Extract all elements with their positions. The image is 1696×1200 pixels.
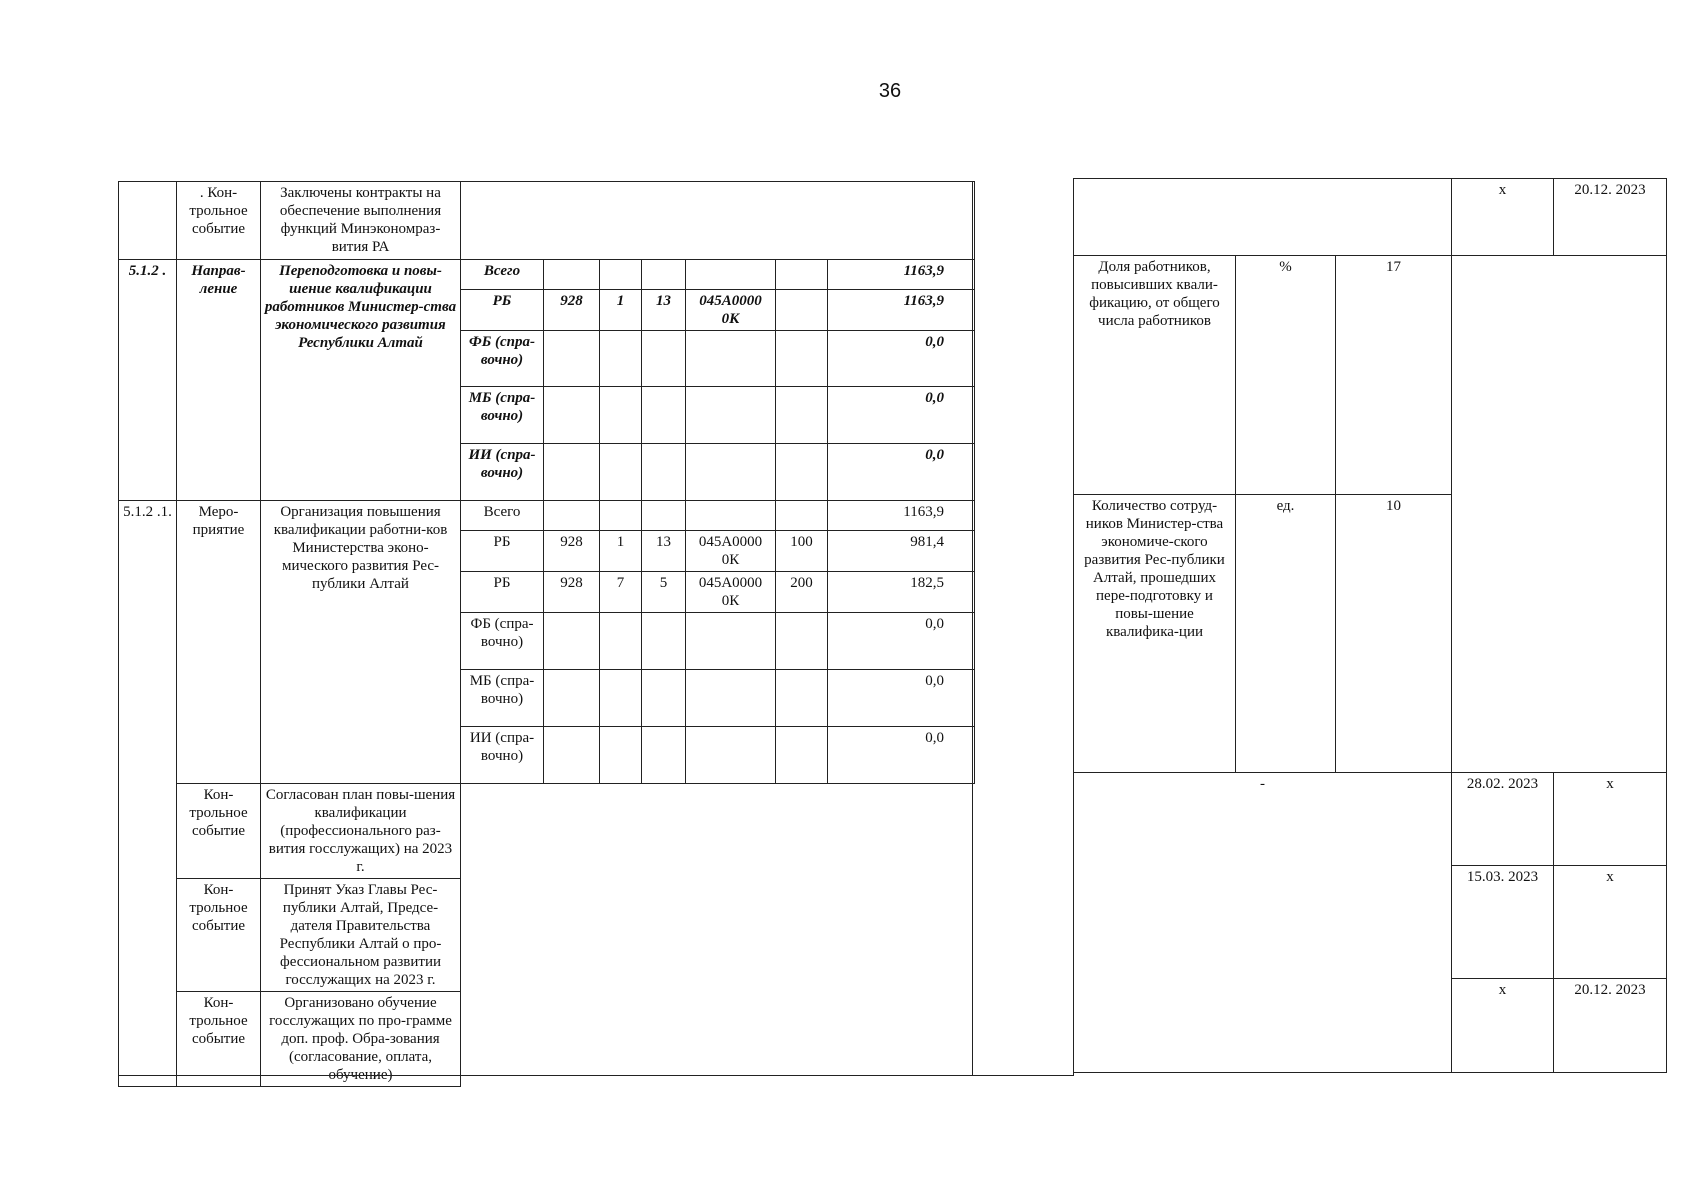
- vr-code: [776, 260, 828, 290]
- actual-date: 20.12. 2023: [1554, 179, 1667, 256]
- rz-code: [600, 670, 642, 727]
- right-control-event-row-2: [1074, 773, 1667, 866]
- funding-source: ФБ (спра-вочно): [461, 331, 544, 387]
- funding-source: РБ: [461, 290, 544, 331]
- funding-source: ИИ (спра-вочно): [461, 727, 544, 784]
- control-event-row-1: [119, 182, 975, 260]
- gr-code: 928: [544, 531, 600, 572]
- rz-code: [600, 444, 642, 501]
- row-name: Заключены контракты на обеспечение выполнения функций Минэкономраз-вития РА: [261, 182, 461, 260]
- rz-code: [600, 613, 642, 670]
- funding-source: ФБ (спра-вочно): [461, 613, 544, 670]
- funding-source: МБ (спра-вочно): [461, 670, 544, 727]
- vr-code: 100: [776, 531, 828, 572]
- amount: 0,0: [828, 727, 975, 784]
- amount: 0,0: [828, 444, 975, 501]
- cs-code: [686, 613, 776, 670]
- planned-date: x: [1452, 179, 1554, 256]
- rz-code: 1: [600, 290, 642, 331]
- page-number: 36: [878, 80, 902, 102]
- vr-code: [776, 331, 828, 387]
- pr-code: [642, 613, 686, 670]
- amount: 182,5: [828, 572, 975, 613]
- amount: 0,0: [828, 670, 975, 727]
- middle-empty-column: [972, 181, 1074, 1076]
- gr-code: [544, 387, 600, 444]
- cs-code: [686, 670, 776, 727]
- left-table: [118, 181, 975, 1087]
- pr-code: 5: [642, 572, 686, 613]
- planned-date: 28.02. 2023: [1452, 773, 1554, 866]
- vr-code: 200: [776, 572, 828, 613]
- cs-code: 045А0000 0К: [686, 572, 776, 613]
- row-name: Согласован план повы-шения квалификации (профессионального раз-вития госслужащих) на 2023 г.: [261, 784, 461, 879]
- pr-code: [642, 670, 686, 727]
- rz-code: [600, 727, 642, 784]
- gr-code: [544, 727, 600, 784]
- control-event-row-2: [119, 784, 975, 879]
- amount: 1163,9: [828, 260, 975, 290]
- row-number: 5.1.2 .1.: [119, 501, 177, 1087]
- gr-code: [544, 670, 600, 727]
- result-cell: [1074, 179, 1452, 256]
- pr-code: 13: [642, 531, 686, 572]
- funding-source: ИИ (спра-вочно): [461, 444, 544, 501]
- gr-code: [544, 501, 600, 531]
- row-number: [119, 182, 177, 260]
- right-table: [1073, 178, 1667, 1073]
- row-name: Организация повышения квалификации работни-ков Министерства эконо-мического развития Рес-публики Алтай: [261, 501, 461, 784]
- pr-code: [642, 331, 686, 387]
- rz-code: [600, 260, 642, 290]
- actual-date: x: [1554, 866, 1667, 979]
- funding-source: Всего: [461, 260, 544, 290]
- indicator-unit: ед.: [1236, 495, 1336, 773]
- funding-source: РБ: [461, 531, 544, 572]
- pr-code: 13: [642, 290, 686, 331]
- rz-code: 7: [600, 572, 642, 613]
- cs-code: [686, 444, 776, 501]
- vr-code: [776, 444, 828, 501]
- pr-code: [642, 501, 686, 531]
- pr-code: [642, 444, 686, 501]
- row-type: Меро-приятие: [177, 501, 261, 784]
- gr-code: [544, 260, 600, 290]
- vr-code: [776, 613, 828, 670]
- row-type: . Кон-трольное событие: [177, 182, 261, 260]
- pr-code: [642, 727, 686, 784]
- right-control-event-row-1: [1074, 179, 1667, 256]
- left-table-bottom-line: [118, 1075, 974, 1076]
- gr-code: 928: [544, 572, 600, 613]
- row-name: Организовано обучение госслужащих по про-грамме доп. проф. Обра-зования (согласование, оплата, обучение): [261, 992, 461, 1087]
- planned-date: 15.03. 2023: [1452, 866, 1554, 979]
- vr-code: [776, 290, 828, 331]
- cs-code: [686, 501, 776, 531]
- amount: 0,0: [828, 613, 975, 670]
- right-empty-cell: [1452, 256, 1667, 773]
- rz-code: [600, 501, 642, 531]
- indicator-name: Количество сотруд-ников Министер-ства экономиче-ского развития Рес-публики Алтай, прошедших пере-подготовку и повы-шение квалифика-ции: [1074, 495, 1236, 773]
- funding-source: Всего: [461, 501, 544, 531]
- actual-date: x: [1554, 773, 1667, 866]
- row-type: Направ-ление: [177, 260, 261, 501]
- row-empty-cell: [461, 784, 975, 1087]
- vr-code: [776, 727, 828, 784]
- vr-code: [776, 670, 828, 727]
- cs-code: 045А0000 0К: [686, 531, 776, 572]
- indicator-value: 10: [1336, 495, 1452, 773]
- cs-code: [686, 260, 776, 290]
- amount: 981,4: [828, 531, 975, 572]
- activity-row: [119, 501, 975, 531]
- funding-source: РБ: [461, 572, 544, 613]
- gr-code: 928: [544, 290, 600, 331]
- planned-date: x: [1452, 979, 1554, 1073]
- cs-code: 045А0000 0К: [686, 290, 776, 331]
- cs-code: [686, 727, 776, 784]
- row-number: 5.1.2 .: [119, 260, 177, 501]
- row-type: Кон-трольное событие: [177, 784, 261, 879]
- rz-code: 1: [600, 531, 642, 572]
- result-cell: -: [1074, 773, 1452, 1073]
- rz-code: [600, 387, 642, 444]
- amount: 1163,9: [828, 501, 975, 531]
- row-name: Переподготовка и повы-шение квалификации работников Министер-ства экономического развития Республики Алтай: [261, 260, 461, 501]
- gr-code: [544, 613, 600, 670]
- row-type: Кон-трольное событие: [177, 879, 261, 992]
- row-name: Принят Указ Главы Рес-публики Алтай, Предсе-дателя Правительства Республики Алтай о про-фессиональном развитии госслужащих на 2023 г.: [261, 879, 461, 992]
- indicator-value: 17: [1336, 256, 1452, 495]
- indicator-unit: %: [1236, 256, 1336, 495]
- gr-code: [544, 444, 600, 501]
- amount: 0,0: [828, 331, 975, 387]
- amount: 0,0: [828, 387, 975, 444]
- vr-code: [776, 501, 828, 531]
- vr-code: [776, 387, 828, 444]
- cs-code: [686, 387, 776, 444]
- right-direction-row: [1074, 256, 1667, 495]
- row-type: Кон-трольное событие: [177, 992, 261, 1087]
- pr-code: [642, 260, 686, 290]
- cs-code: [686, 331, 776, 387]
- rz-code: [600, 331, 642, 387]
- funding-source: МБ (спра-вочно): [461, 387, 544, 444]
- gr-code: [544, 331, 600, 387]
- row-empty-cell: [461, 182, 975, 260]
- indicator-name: Доля работников, повысивших квали-фикацию, от общего числа работников: [1074, 256, 1236, 495]
- direction-row: [119, 260, 975, 290]
- actual-date: 20.12. 2023: [1554, 979, 1667, 1073]
- amount: 1163,9: [828, 290, 975, 331]
- pr-code: [642, 387, 686, 444]
